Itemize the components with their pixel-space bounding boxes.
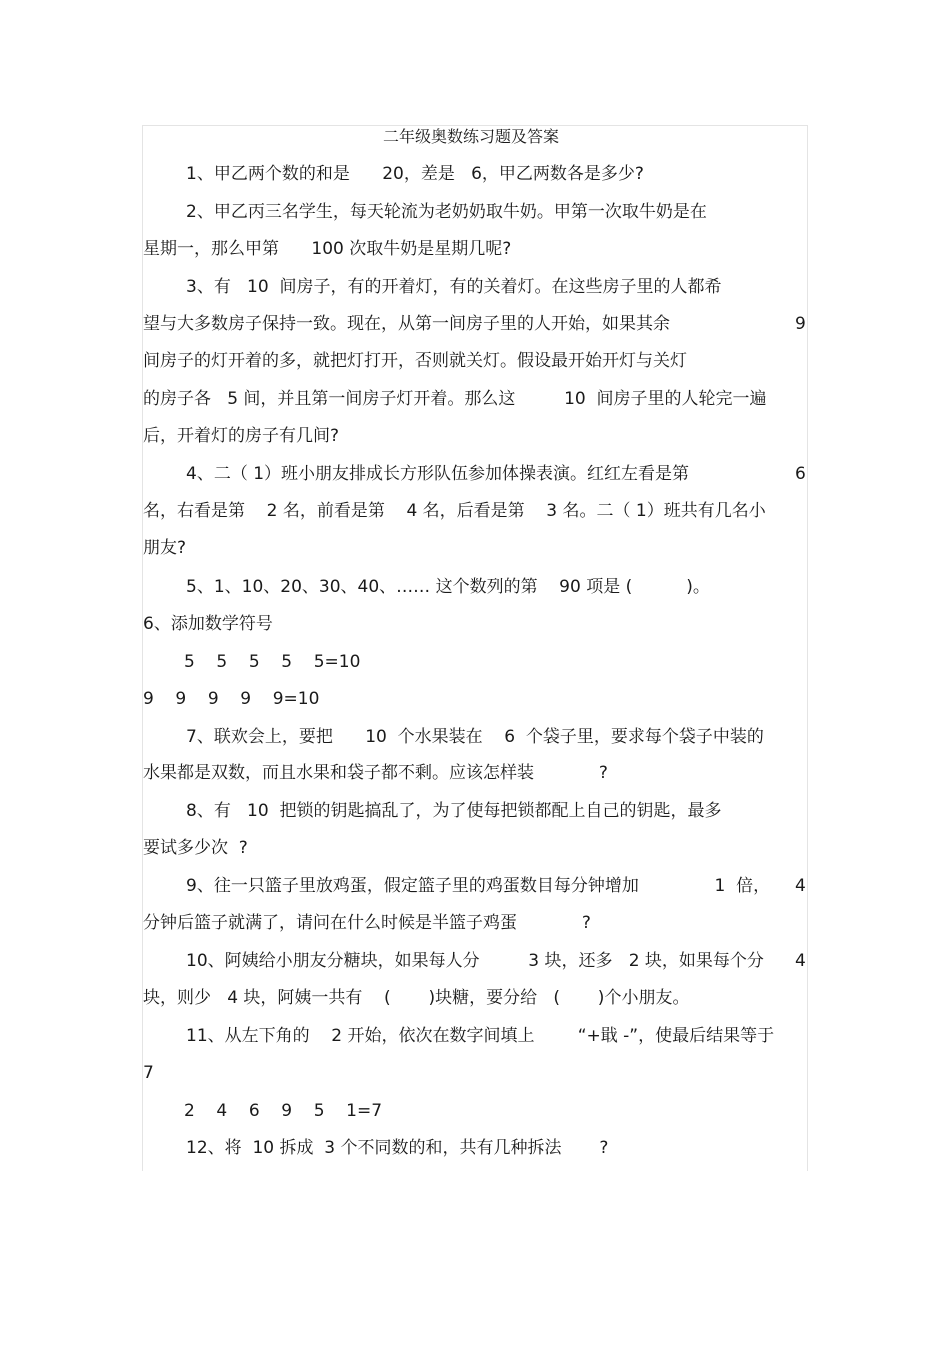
text-line: 1、甲乙两个数的和是 20，差是 6，甲乙两数各是多少? [186, 164, 644, 184]
text-line: 7、联欢会上，要把 10 个水果装在 6 个袋子里，要求每个袋子中装的 [186, 727, 764, 747]
text-line: 6 [795, 464, 806, 484]
text-line: 9 9 9 9 9=10 [143, 689, 320, 709]
text-line: 水果都是双数，而且水果和袋子都不剩。应该怎样装 ? [143, 763, 608, 783]
text-line: 9 [795, 314, 806, 334]
text-line: 分钟后篮子就满了，请问在什么时候是半篮子鸡蛋 ? [143, 913, 591, 933]
text-line: 4、二（ 1）班小朋友排成长方形队伍参加体操表演。红红左看是第 [186, 464, 690, 484]
text-line: 11、从左下角的 2 开始，依次在数字间填上 “+戢 -”，使最后结果等于 [186, 1026, 775, 1046]
text-line: 要试多少次 ? [143, 838, 248, 858]
text-line: 星期一，那么甲第 100 次取牛奶是星期几呢? [143, 239, 512, 259]
text-line: 间房子的灯开着的多，就把灯打开，否则就关灯。假设最开始开灯与关灯 [143, 351, 687, 371]
text-line: 12、将 10 拆成 3 个不同数的和，共有几种拆法 ? [186, 1138, 609, 1158]
text-line: 名，右看是第 2 名，前看是第 4 名，后看是第 3 名。二（ 1）班共有几名小 [143, 501, 766, 521]
text-line: 5、1、10、20、30、40、…… 这个数列的第 90 项是 ( )。 [186, 577, 710, 597]
text-line: 6、添加数学符号 [143, 614, 273, 634]
text-line: 2 4 6 9 5 1=7 [184, 1101, 383, 1121]
text-line: 3、有 10 间房子，有的开着灯，有的关着灯。在这些房子里的人都希 [186, 277, 722, 297]
text-line: 4 [795, 951, 806, 971]
text-line: 9、往一只篮子里放鸡蛋，假定篮子里的鸡蛋数目每分钟增加 1 倍， [186, 876, 771, 896]
text-line: 的房子各 5 间，并且第一间房子灯开着。那么这 10 间房子里的人轮完一遍 [143, 389, 767, 409]
document-title: 二年级奥数练习题及答案 [383, 127, 560, 146]
text-line: 5 5 5 5 5=10 [184, 652, 361, 672]
text-line: 块，则少 4 块，阿姨一共有 ( )块糖，要分给 ( )个小朋友。 [143, 988, 690, 1008]
text-line: 4 [795, 876, 806, 896]
text-line: 2、甲乙丙三名学生，每天轮流为老奶奶取牛奶。甲第一次取牛奶是在 [186, 202, 707, 222]
text-line: 10、阿姨给小朋友分糖块，如果每人分 3 块，还多 2 块，如果每个分 [186, 951, 764, 971]
text-line: 8、有 10 把锁的钥匙搞乱了，为了使每把锁都配上自己的钥匙，最多 [186, 801, 722, 821]
text-line: 朋友? [143, 538, 187, 558]
text-line: 后，开着灯的房子有几间? [143, 426, 340, 446]
text-line: 望与大多数房子保持一致。现在，从第一间房子里的人开始，如果其余 [143, 314, 670, 334]
text-line: 7 [143, 1063, 154, 1083]
